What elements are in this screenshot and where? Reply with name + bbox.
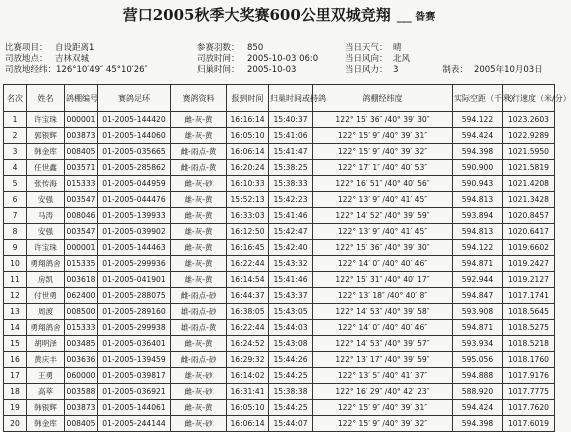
table-row [4,400,555,416]
cell-distance: 594.888 [453,368,503,384]
cell-ring: 01-2005-289160 [98,304,171,320]
cell-name: 胡明泽 [27,336,65,352]
cell-distance: 594.122 [453,112,503,128]
release-place-value: 吉林双城 [55,54,90,64]
cell-return-time: 15:42:47 [269,224,313,240]
cell-name: 勇翔鸽舍 [27,256,65,272]
cell-coords: 122° 15′ 9″ /40° 39′ 31″ [313,128,453,144]
event-label: 比赛项目： [5,43,48,53]
entry-count-label: 参赛羽数： [197,43,240,53]
cell-rank: 16 [4,352,27,368]
cell-loft-id: 015333 [65,320,98,336]
event-value: 自设距离1 [55,43,95,53]
cell-speed: 1020.6417 [503,224,555,240]
cell-rank: 8 [4,224,27,240]
cell-ring: 01-2005-036921 [98,384,171,400]
cell-rank: 2 [4,128,27,144]
weather-label: 当日天气： [345,43,388,53]
cell-speed: 1017.9176 [503,368,555,384]
cell-speed: 1021.5950 [503,144,555,160]
cell-speed: 1021.5819 [503,160,555,176]
cell-pigeon-info: 雌-灰-黄 [171,240,227,256]
cell-return-time: 15:38:33 [269,176,313,192]
cell-loft-id: 008046 [65,208,98,224]
cell-coords: 122° 14′ 53″ /40° 39′ 58″ [313,304,453,320]
cell-name: 黄庆丰 [27,352,65,368]
cell-loft-id: 003485 [65,336,98,352]
cell-ring: 01-2005-036401 [98,336,171,352]
cell-distance: 592.944 [453,272,503,288]
cell-speed: 1019.6602 [503,240,555,256]
cell-rank: 6 [4,192,27,208]
cell-report-time: 16:06:14 [227,416,269,432]
cell-name: 韩银辉 [27,400,65,416]
cell-name: 张传海 [27,176,65,192]
cell-pigeon-info: 雌-灰-黄 [171,336,227,352]
cell-name: 安强 [27,192,65,208]
cell-loft-id: 062400 [65,288,98,304]
cell-loft-id: 000001 [65,112,98,128]
page-title [0,4,558,25]
cell-speed: 1018.5275 [503,320,555,336]
cell-ring: 01-2005-285862 [98,160,171,176]
cell-loft-id: 003547 [65,192,98,208]
cell-distance: 594.424 [453,128,503,144]
table-row [4,320,555,336]
cell-loft-id: 003873 [65,128,98,144]
cell-report-time: 16:24:52 [227,336,269,352]
cell-speed: 1017.6019 [503,416,555,432]
cell-report-time: 16:14:02 [227,368,269,384]
cell-rank: 4 [4,160,27,176]
cell-report-time: 16:29:32 [227,352,269,368]
info-column-1 [5,43,148,76]
cell-name: 韩金库 [27,144,65,160]
cell-coords: 122° 15′ 9″ /40° 39′ 32″ [313,144,453,160]
cell-speed: 1018.1760 [503,352,555,368]
cell-coords: 122° 15′ 36″ /40° 39′ 30″ [313,240,453,256]
cell-speed: 1022.9289 [503,128,555,144]
cell-loft-id: 003547 [65,224,98,240]
cell-distance: 594.398 [453,144,503,160]
table-row [4,240,555,256]
cell-distance: 593.908 [453,304,503,320]
cell-coords: 122° 15′ 9″ /40° 39′ 32″ [313,416,453,432]
col-header-pigeon-info: 赛鸽资料 [171,85,227,112]
cell-return-time: 15:43:05 [269,304,313,320]
cell-coords: 122° 13′ 5″ /40° 41′ 37″ [313,368,453,384]
info-column-2 [197,43,318,76]
table-row [4,368,555,384]
col-header-report-time: 报到时间 [227,85,269,112]
cell-rank: 12 [4,288,27,304]
cell-speed: 1017.1741 [503,288,555,304]
cell-distance: 590.900 [453,160,503,176]
cell-speed: 1021.4208 [503,176,555,192]
cell-ring: 01-2005-288075 [98,288,171,304]
col-header-loft-id: 鸽棚编号 [65,85,98,112]
cell-ring: 01-2005-139459 [98,352,171,368]
cell-speed: 1017.7620 [503,400,555,416]
weather-value: 晴 [393,43,402,53]
cell-pigeon-info: 雌-灰-砂 [171,416,227,432]
cell-name: 韩金库 [27,416,65,432]
table-row [4,256,555,272]
cell-report-time: 16:20:24 [227,160,269,176]
cell-report-time: 15:52:13 [227,192,269,208]
return-time-label: 归巢时间： [197,65,240,75]
cell-ring: 01-2005-144061 [98,400,171,416]
cell-pigeon-info: 雌-灰-黄 [171,208,227,224]
wind-dir-value: 北风 [393,54,411,64]
cell-loft-id: 008405 [65,416,98,432]
col-header-rank: 名次 [4,85,27,112]
cell-distance: 593.934 [453,336,503,352]
cell-ring: 01-2005-144420 [98,112,171,128]
table-row [4,176,555,192]
cell-return-time: 15:41:06 [269,128,313,144]
cell-pigeon-info: 雄-灰-黄 [171,256,227,272]
cell-coords: 122° 14′ 0″ /40° 40′ 46″ [313,256,453,272]
wind-force-label: 当日风力： [345,65,388,75]
cell-speed: 1020.8457 [503,208,555,224]
cell-report-time: 16:05:10 [227,128,269,144]
cell-pigeon-info: 雌-灰-砂 [171,384,227,400]
cell-distance: 594.813 [453,224,503,240]
table-row [4,112,555,128]
cell-pigeon-info: 雄-灰-黄 [171,224,227,240]
cell-pigeon-info: 雌-雨点-砂 [171,288,227,304]
cell-name: 房凯 [27,272,65,288]
cell-loft-id: 003873 [65,400,98,416]
col-header-name: 姓名 [27,85,65,112]
cell-distance: 594.871 [453,256,503,272]
info-column-3 [345,43,543,76]
cell-coords: 122° 14′ 0″ /40° 40′ 46″ [313,320,453,336]
cell-return-time: 15:43:32 [269,256,313,272]
table-header-row [4,85,555,112]
cell-coords: 122° 13′ 18″ /40° 40′ 8″ [313,288,453,304]
cell-ring: 01-2005-139933 [98,208,171,224]
cell-pigeon-info: 雌-雨点-黄 [171,144,227,160]
cell-rank: 1 [4,112,27,128]
cell-loft-id: 003636 [65,352,98,368]
cell-ring: 01-2005-039817 [98,368,171,384]
cell-pigeon-info: 雄-灰-黄 [171,192,227,208]
table-row [4,416,555,432]
cell-rank: 5 [4,176,27,192]
cell-rank: 19 [4,400,27,416]
cell-pigeon-info: 雄-灰-黄 [171,128,227,144]
cell-report-time: 16:22:44 [227,256,269,272]
cell-distance: 590.943 [453,176,503,192]
table-row [4,128,555,144]
cell-rank: 11 [4,272,27,288]
table-row [4,208,555,224]
made-label: 制表： [442,65,468,75]
entry-count-value: 850 [247,43,264,53]
cell-report-time: 16:33:03 [227,208,269,224]
cell-ring: 01-2005-299936 [98,256,171,272]
cell-report-time: 16:06:14 [227,144,269,160]
cell-report-time: 16:16:45 [227,240,269,256]
cell-rank: 3 [4,144,27,160]
table-row [4,304,555,320]
table-row [4,336,555,352]
cell-coords: 122° 15′ 31″ /40° 40′ 17″ [313,272,453,288]
cell-return-time: 15:41:47 [269,144,313,160]
cell-distance: 594.122 [453,240,503,256]
title-suffix: ___ 昝赛 [396,12,436,23]
cell-pigeon-info: 雄-灰-黄 [171,272,227,288]
wind-dir-label: 当日风向： [345,54,388,64]
cell-rank: 9 [4,240,27,256]
cell-return-time: 15:40:37 [269,112,313,128]
col-header-distance: 实际空距（千米） [453,85,503,112]
release-time-label: 司放时间： [197,54,240,64]
cell-report-time: 16:38:05 [227,304,269,320]
cell-distance: 594.424 [453,400,503,416]
cell-ring: 01-2005-044476 [98,192,171,208]
cell-rank: 18 [4,384,27,400]
col-header-return-time: 归巢时间或持鸽 [269,85,313,112]
cell-name: 付世勇 [27,288,65,304]
cell-return-time: 15:44:26 [269,352,313,368]
table-body [4,112,555,432]
cell-pigeon-info: 雄-灰-砂 [171,368,227,384]
table-row [4,272,555,288]
cell-name: 勇翔鸽舍 [27,320,65,336]
table-row [4,352,555,368]
cell-speed: 1019.2127 [503,272,555,288]
cell-coords: 122° 13′ 9″ /40° 41′ 45″ [313,224,453,240]
cell-pigeon-info: 雌-灰-砂 [171,176,227,192]
release-time-value: 2005-10-03 06:0 [247,54,319,64]
table-row [4,144,555,160]
cell-coords: 122° 15′ 36″ /40° 39′ 30″ [313,112,453,128]
cell-rank: 15 [4,336,27,352]
cell-pigeon-info: 雌-雨点-黄 [171,160,227,176]
table-row [4,288,555,304]
cell-distance: 595.056 [453,352,503,368]
cell-return-time: 15:42:23 [269,192,313,208]
cell-name: 王勇 [27,368,65,384]
cell-loft-id: 008405 [65,144,98,160]
cell-rank: 10 [4,256,27,272]
cell-loft-id: 003618 [65,272,98,288]
cell-speed: 1018.5645 [503,304,555,320]
cell-ring: 01-2005-144060 [98,128,171,144]
cell-ring: 01-2005-035665 [98,144,171,160]
cell-speed: 1021.3428 [503,192,555,208]
cell-return-time: 15:44:03 [269,320,313,336]
cell-pigeon-info: 雌-灰-黄 [171,400,227,416]
cell-return-time: 15:44:07 [269,416,313,432]
table-row [4,384,555,400]
cell-speed: 1019.2427 [503,256,555,272]
cell-coords: 122° 14′ 52″ /40° 39′ 59″ [313,208,453,224]
cell-coords: 122° 13′ 17″ /40° 39′ 59″ [313,352,453,368]
cell-report-time: 16:16:14 [227,112,269,128]
cell-coords: 122° 16′ 51″ /40° 40′ 56″ [313,176,453,192]
cell-return-time: 15:44:25 [269,400,313,416]
table-row [4,192,555,208]
cell-return-time: 15:43:37 [269,288,313,304]
col-header-ring: 赛鸽足环 [98,85,171,112]
cell-distance: 594.813 [453,192,503,208]
cell-ring: 01-2005-041901 [98,272,171,288]
cell-coords: 122° 14′ 53″ /40° 39′ 57″ [313,336,453,352]
cell-pigeon-info: 雌-灰-黄 [171,112,227,128]
cell-loft-id: 060000 [65,368,98,384]
cell-name: 任世鑫 [27,160,65,176]
cell-loft-id: 015335 [65,256,98,272]
cell-coords: 122° 17′ 1″ /40° 40′ 53″ [313,160,453,176]
cell-ring: 01-2005-044959 [98,176,171,192]
cell-pigeon-info: 雌-雨点-砂 [171,352,227,368]
cell-distance: 594.847 [453,288,503,304]
cell-report-time: 16:44:37 [227,288,269,304]
cell-report-time: 16:05:10 [227,400,269,416]
cell-loft-id: 000001 [65,240,98,256]
cell-rank: 20 [4,416,27,432]
made-value: 2005年10月03日 [473,65,543,75]
cell-name: 周渡 [27,304,65,320]
cell-rank: 14 [4,320,27,336]
cell-name: 马涛 [27,208,65,224]
release-coord-value: 126°10′49″ 45°10′26″ [56,65,148,75]
col-header-coords: 鸽棚经纬度 [313,85,453,112]
cell-ring: 01-2005-299938 [98,320,171,336]
cell-loft-id: 008500 [65,304,98,320]
cell-return-time: 15:38:38 [269,384,313,400]
cell-return-time: 15:41:46 [269,208,313,224]
cell-name: 许宝珠 [27,112,65,128]
cell-rank: 7 [4,208,27,224]
cell-speed: 1017.7775 [503,384,555,400]
cell-name: 郭银辉 [27,128,65,144]
cell-ring: 01-2005-244144 [98,416,171,432]
cell-coords: 122° 13′ 9″ /40° 41′ 45″ [313,192,453,208]
cell-report-time: 16:10:33 [227,176,269,192]
cell-return-time: 15:42:40 [269,240,313,256]
cell-distance: 594.398 [453,416,503,432]
cell-return-time: 15:41:46 [269,272,313,288]
cell-loft-id: 003571 [65,160,98,176]
release-coord-label: 司放地经纬： [5,65,57,75]
cell-report-time: 16:14:54 [227,272,269,288]
cell-coords: 122° 15′ 9″ /40° 39′ 31″ [313,400,453,416]
cell-distance: 594.871 [453,320,503,336]
cell-name: 安强 [27,224,65,240]
cell-pigeon-info: 雄-雨点-砂 [171,304,227,320]
cell-ring: 01-2005-039902 [98,224,171,240]
table-row [4,224,555,240]
cell-pigeon-info: 雄-雨点-黄 [171,320,227,336]
cell-report-time: 16:31:41 [227,384,269,400]
cell-coords: 122° 16′ 29″ /40° 42′ 23″ [313,384,453,400]
cell-rank: 13 [4,304,27,320]
cell-return-time: 15:43:08 [269,336,313,352]
cell-name: 高萃 [27,384,65,400]
release-place-label: 司放地点： [5,54,48,64]
return-time-value: 2005-10-03 [247,65,297,75]
results-table [3,84,571,432]
title-text: 营口2005秋季大奖赛600公里双城竞翔 [122,6,391,24]
cell-return-time: 15:38:25 [269,160,313,176]
cell-report-time: 16:22:44 [227,320,269,336]
cell-loft-id: 015333 [65,176,98,192]
col-header-speed: 飞行速度（米/分） [503,85,555,112]
cell-return-time: 15:44:25 [269,368,313,384]
cell-speed: 1023.2603 [503,112,555,128]
cell-rank: 17 [4,368,27,384]
cell-distance: 588.920 [453,384,503,400]
cell-speed: 1018.5218 [503,336,555,352]
cell-name: 许宝珠 [27,240,65,256]
cell-report-time: 16:12:50 [227,224,269,240]
cell-ring: 01-2005-144463 [98,240,171,256]
table-row [4,160,555,176]
cell-loft-id: 003588 [65,384,98,400]
wind-force-value: 3 [393,65,399,75]
cell-distance: 593.894 [453,208,503,224]
